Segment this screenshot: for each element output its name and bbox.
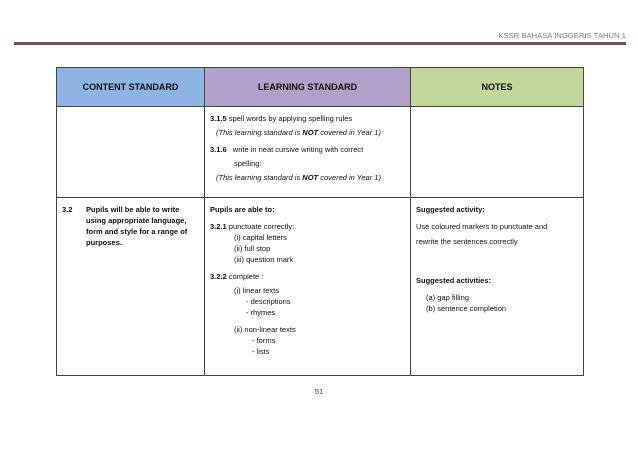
standard-3-1-5: 3.1.5 spell words by applying spelling rules [210,114,353,123]
table-row [57,107,584,198]
suggested-activities-heading: Suggested activities: [416,276,492,285]
content-standard-cell [57,107,205,198]
table-header-row [57,68,584,107]
document-header-title: KSSR BAHASA INGGERIS TAHUN 1 [498,31,626,40]
content-standard-cell: 3.2 Pupils will be able to write using appropriate language, form and style for a range of purposes. [57,198,205,376]
standard-3-2-2: 3.2.2 complete : [210,272,264,281]
suggested-activity-heading: Suggested activity: [416,205,485,214]
table-row [57,198,584,376]
header-rule [14,42,626,45]
column-header-learning-standard: LEARNING STANDARD [205,68,411,107]
learning-standard-cell: 3.1.5 spell words by applying spelling rules (This learning standard is NOT covered in Year 1) 3.1.6 write in neat cursive writing with correct spelling: (This learning standard is NOT covered in Year 1) [205,107,411,198]
notes-cell: Suggested activity: Use coloured markers to punctuate and rewrite the sentences correctly Suggested activities: (a) gap filling (b) sentence completion [411,198,584,376]
column-header-notes: NOTES [411,68,584,107]
pupils-able-heading: Pupils are able to: [210,205,275,214]
not-covered-note: (This learning standard is NOT covered in Year 1) [216,128,381,137]
page-number: 51 [314,387,324,396]
notes-cell [411,107,584,198]
not-covered-note: (This learning standard is NOT covered in Year 1) [216,173,381,182]
curriculum-table [56,67,584,376]
column-header-content-standard: CONTENT STANDARD [57,68,205,107]
standard-3-2-1: 3.2.1 punctuate correctly: [210,222,295,231]
learning-standard-cell: Pupils are able to: 3.2.1 punctuate correctly: (i) capital letters (ii) full stop (iii) question mark 3.2.2 complete : (i) linear texts - descriptions - rhymes (ii) non-linear texts - forms - lists [205,198,411,376]
standard-3-1-6: 3.1.6 write in neat cursive writing with correct [210,145,364,154]
